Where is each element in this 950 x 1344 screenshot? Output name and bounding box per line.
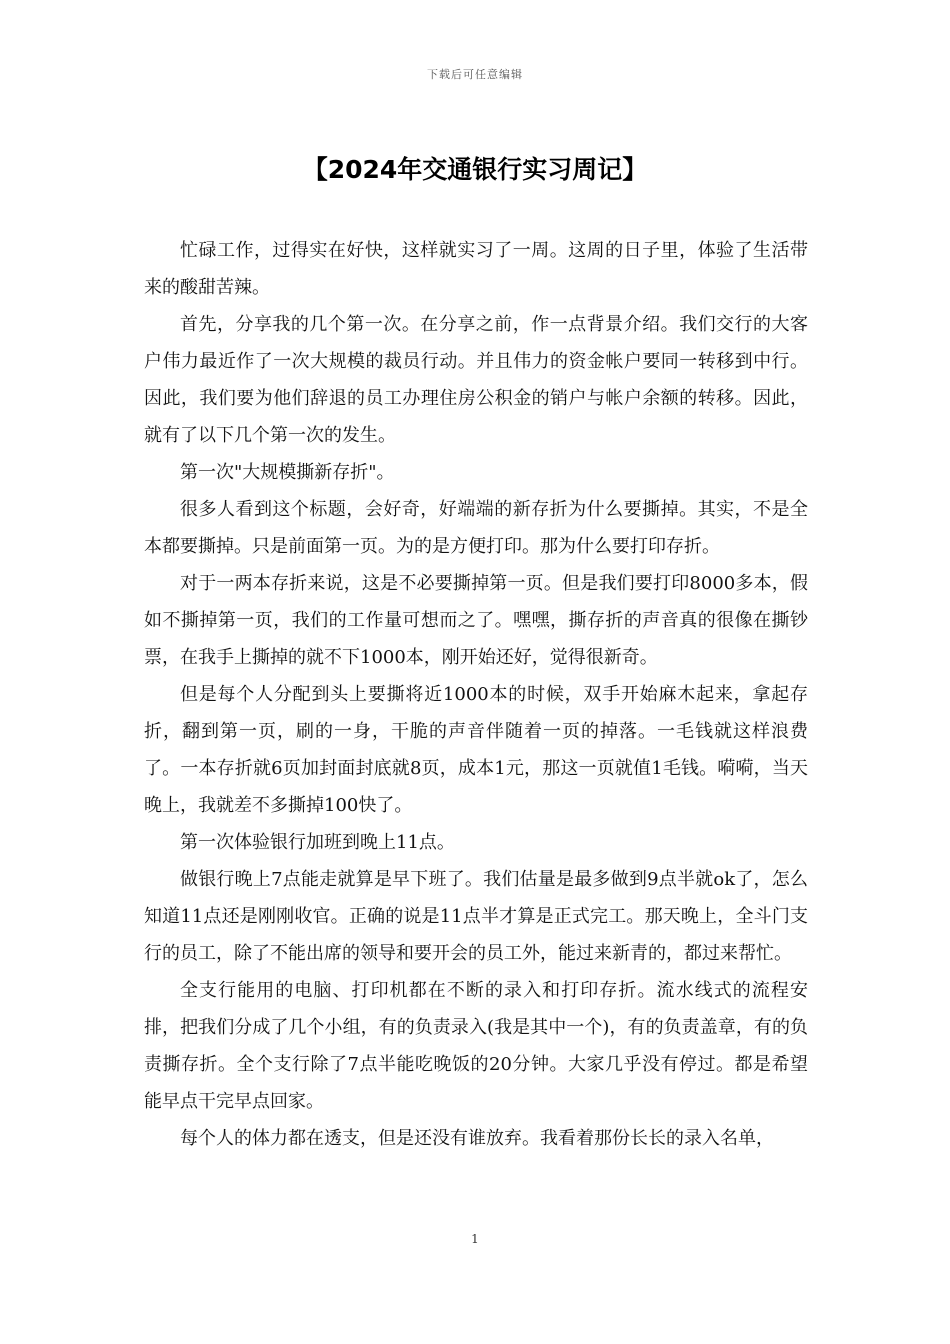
paragraph: 但是每个人分配到头上要撕将近1000本的时候，双手开始麻木起来，拿起存折，翻到第一页，刷的一身，干脆的声音伴随着一页的掉落。一毛钱就这样浪费了。一本存折就6页加封面封底就8页，成本1元，那这一页就值1毛钱。嗬嗬，当天晚上，我就差不多撕掉100快了。: [144, 684, 808, 816]
paragraph: 对于一两本存折来说，这是不必要撕掉第一页。但是我们要打印8000多本，假如不撕掉第一页，我们的工作量可想而之了。嘿嘿，撕存折的声音真的很像在撕钞票，在我手上撕掉的就不下1000本，刚开始还好，觉得很新奇。: [144, 573, 808, 668]
paragraph: 很多人看到这个标题，会好奇，好端端的新存折为什么要撕掉。其实，不是全本都要撕掉。只是前面第一页。为的是方便打印。那为什么要打印存折。: [144, 499, 808, 557]
document-title: 【2024年交通银行实习周记】: [302, 155, 648, 184]
paragraph: 忙碌工作，过得实在好快，这样就实习了一周。这周的日子里，体验了生活带来的酸甜苦辣。: [144, 240, 808, 298]
page-number: 1: [471, 1232, 479, 1246]
header-note: 下载后可任意编辑: [427, 68, 523, 81]
paragraph: 做银行晚上7点能走就算是早下班了。我们估量是最多做到9点半就ok了，怎么知道11点还是刚刚收官。正确的说是11点半才算是正式完工。那天晚上，全斗门支行的员工，除了不能出席的领导和要开会的员工外，能过来新青的，都过来帮忙。: [144, 869, 808, 964]
section-heading: 第一次体验银行加班到晚上11点。: [180, 832, 455, 853]
paragraph: 全支行能用的电脑、打印机都在不断的录入和打印存折。流水线式的流程安排，把我们分成了几个小组，有的负责录入(我是其中一个)，有的负责盖章，有的负责撕存折。全个支行除了7点半能吃晚饭的20分钟。大家几乎没有停过。都是希望能早点干完早点回家。: [144, 980, 808, 1112]
paragraph: 首先，分享我的几个第一次。在分享之前，作一点背景介绍。我们交行的大客户伟力最近作了一次大规模的裁员行动。并且伟力的资金帐户要同一转移到中行。因此，我们要为他们辞退的员工办理住房公积金的销户与帐户余额的转移。因此，就有了以下几个第一次的发生。: [144, 314, 808, 446]
document-body: [144, 232, 808, 1157]
section-heading: 第一次"大规模撕新存折"。: [180, 462, 395, 483]
paragraph: 每个人的体力都在透支，但是还没有谁放弃。我看着那份长长的录入名单，: [180, 1128, 774, 1149]
